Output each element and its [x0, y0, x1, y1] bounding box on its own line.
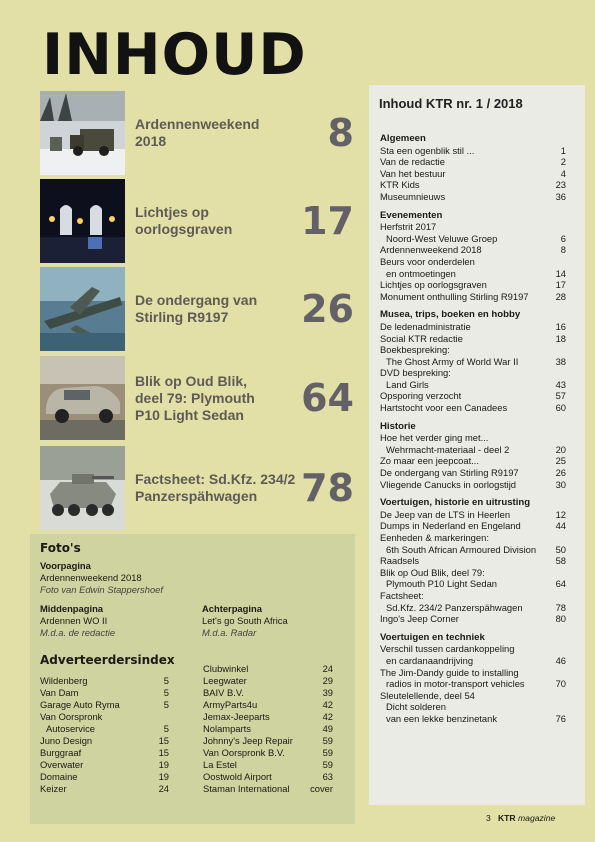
- feature-lichtjes[interactable]: [40, 179, 360, 263]
- advertiser-page: 49: [322, 723, 333, 734]
- toc-entry[interactable]: [380, 701, 566, 713]
- toc-entry[interactable]: [380, 432, 566, 444]
- toc-section: [380, 133, 566, 203]
- toc-entry-page: 14: [555, 267, 566, 279]
- feature-title: Blik op Oud Blik, deel 79: Plymouth P10 Light Sedan: [135, 372, 255, 423]
- toc-entry-page: 8: [560, 244, 566, 256]
- advertiser-name: Nolamparts: [203, 723, 251, 734]
- advertiser-entry[interactable]: [40, 747, 169, 759]
- advertiser-entry[interactable]: [203, 783, 333, 795]
- advertiser-entry[interactable]: [40, 735, 169, 747]
- toc-entry-title: Sleutelellende, deel 54: [380, 689, 475, 701]
- advertiser-page: 59: [322, 759, 333, 770]
- toc-entry[interactable]: [380, 643, 566, 655]
- advertiser-page: 59: [322, 735, 333, 746]
- advertiser-entry[interactable]: [203, 699, 333, 711]
- advertiser-name: Oostwold Airport: [203, 771, 272, 782]
- toc-entry-page: 76: [555, 712, 566, 724]
- toc-entry-page: 46: [555, 654, 566, 666]
- toc-entry-title: Hartstocht voor een Canadees: [380, 402, 508, 414]
- advertiser-entry[interactable]: [40, 723, 169, 735]
- advertiser-name: Burggraaf: [40, 747, 82, 758]
- toc-entry[interactable]: [380, 379, 566, 391]
- winter-convoy-photo: [40, 91, 125, 175]
- toc-entry-title: 6th South African Armoured Division: [386, 543, 537, 555]
- credit-source: Foto van Edwin Stappershoef: [40, 584, 163, 595]
- advertiser-name: Autoservice: [46, 723, 95, 734]
- toc-entry-page: 20: [555, 443, 566, 455]
- toc-section-heading: Voertuigen en techniek: [380, 631, 485, 643]
- feature-stirling[interactable]: [40, 267, 360, 351]
- toc-entry-page: 30: [555, 478, 566, 490]
- toc-entry-title: Plymouth P10 Light Sedan: [386, 578, 498, 590]
- toc-entry[interactable]: [380, 713, 566, 725]
- advertiser-page: 59: [322, 747, 333, 758]
- toc-entry-title: Verschil tussen cardankoppeling: [380, 643, 515, 655]
- advertiser-name: Staman International: [203, 783, 290, 794]
- toc-entry-title: DVD bespreking:: [380, 367, 451, 379]
- advertiser-page: 19: [158, 759, 169, 770]
- toc-entry[interactable]: [380, 145, 566, 157]
- toc-section: [380, 210, 566, 303]
- toc-entry-page: 18: [555, 332, 566, 344]
- toc-entry-title: Vliegende Canucks in oorlogstijd: [380, 478, 517, 490]
- toc-entry-title: De ledenadministratie: [380, 320, 471, 332]
- toc-entry[interactable]: [380, 555, 566, 567]
- toc-entry-page: 78: [555, 601, 566, 613]
- toc-entry[interactable]: [380, 655, 566, 667]
- advertiser-entry[interactable]: [40, 771, 169, 783]
- toc-entry[interactable]: [380, 356, 566, 368]
- toc-entry-title: Ingo's Jeep Corner: [380, 613, 459, 625]
- toc-entry-title: Raadsels: [380, 555, 420, 567]
- toc-entry-page: 38: [555, 355, 566, 367]
- advertiser-name: Van Oorspronk: [40, 711, 103, 722]
- brand-word: magazine: [518, 813, 556, 823]
- toc-entry-page: 50: [555, 543, 566, 555]
- advertiser-entry[interactable]: [40, 759, 169, 771]
- toc-entry[interactable]: [380, 520, 566, 532]
- toc-entry[interactable]: [380, 690, 566, 702]
- advertiser-page: 15: [158, 747, 169, 758]
- toc-entry-title: Opsporing verzocht: [380, 390, 462, 402]
- toc-entry-title: van een lekke benzinetank: [386, 712, 498, 724]
- toc-entry[interactable]: [380, 667, 566, 679]
- toc-entry-title: Herfstrit 2017: [380, 221, 437, 233]
- advertisers-column-2: [203, 663, 333, 795]
- toc-entry-title: KTR Kids: [380, 179, 420, 191]
- toc-entry-page: 44: [555, 520, 566, 532]
- toc-section: [380, 497, 566, 625]
- credit-heading: Voorpagina: [40, 560, 91, 571]
- toc-entry-page: 57: [555, 390, 566, 402]
- advertiser-page: cover: [310, 783, 333, 794]
- toc-entry-title: Factsheet:: [380, 589, 424, 601]
- advertiser-name: Overwater: [40, 759, 84, 770]
- toc-entry[interactable]: [380, 321, 566, 333]
- advertiser-entry[interactable]: [203, 675, 333, 687]
- advertiser-entry[interactable]: [203, 759, 333, 771]
- advertiser-entry[interactable]: [203, 771, 333, 783]
- toc-entry-page: 17: [555, 279, 566, 291]
- candles-graves-photo: [40, 179, 125, 263]
- toc-entry[interactable]: [380, 191, 566, 203]
- toc-entry-page: 64: [555, 578, 566, 590]
- toc-entry[interactable]: [380, 479, 566, 491]
- toc-title: Inhoud KTR nr. 1 / 2018: [379, 96, 523, 111]
- advertiser-page: 24: [158, 783, 169, 794]
- toc-entry-page: 70: [555, 678, 566, 690]
- advertiser-entry[interactable]: [40, 711, 169, 723]
- toc-entry[interactable]: [380, 256, 566, 268]
- toc-entry-page: 60: [555, 402, 566, 414]
- advertiser-name: Wildenberg: [40, 675, 88, 686]
- toc-entry-title: radios in motor-transport vehicles: [386, 678, 525, 690]
- feature-page-number: 64: [301, 376, 354, 420]
- toc-entry-title: Lichtjes op oorlogsgraven: [380, 279, 487, 291]
- toc-entry-title: The Ghost Army of World War II: [386, 355, 519, 367]
- advertiser-entry[interactable]: [203, 747, 333, 759]
- toc-entry-page: 25: [555, 455, 566, 467]
- plymouth-car-photo: [40, 356, 125, 440]
- toc-entry[interactable]: [380, 268, 566, 280]
- toc-section: [380, 632, 566, 725]
- toc-entry-title: De ondergang van Stirling R9197: [380, 467, 519, 479]
- toc-entry[interactable]: [380, 590, 566, 602]
- toc-entry-title: The Jim-Dandy guide to installing: [380, 666, 519, 678]
- advertiser-page: 5: [163, 687, 169, 698]
- toc-entry-page: 6: [560, 232, 566, 244]
- credit-source: M.d.a. Radar: [202, 627, 257, 638]
- toc-entry-page: 26: [555, 467, 566, 479]
- photo-credit-voorpagina: [40, 560, 163, 596]
- advertiser-page: 42: [322, 711, 333, 722]
- toc-entry-title: en ontmoetingen: [386, 267, 456, 279]
- toc-entry-page: 12: [555, 508, 566, 520]
- toc-entry[interactable]: [380, 156, 566, 168]
- advertiser-name: Van Oorspronk B.V.: [203, 747, 285, 758]
- toc-entry-page: 1: [560, 144, 566, 156]
- page-footer: [486, 813, 555, 823]
- toc-entry[interactable]: [380, 602, 566, 614]
- toc-entry-title: Boekbespreking:: [380, 344, 450, 356]
- toc-entry[interactable]: [380, 567, 566, 579]
- advertiser-page: 15: [158, 735, 169, 746]
- advertisers-title: Adverteerdersindex: [40, 653, 175, 667]
- feature-title: De ondergang van Stirling R9197: [135, 292, 258, 325]
- toc-entry[interactable]: [380, 444, 566, 456]
- advertiser-entry[interactable]: [203, 687, 333, 699]
- toc-entry-title: Eenheden & markeringen:: [380, 532, 489, 543]
- toc-entry-title: Sta een ogenblik stil ...: [380, 144, 475, 156]
- toc-entry[interactable]: [380, 390, 566, 402]
- toc-entry-title: Social KTR redactie: [380, 332, 463, 344]
- credit-heading: Achterpagina: [202, 603, 262, 614]
- toc-entry-title: Blik op Oud Blik, deel 79:: [380, 566, 485, 578]
- feature-page-number: 8: [327, 111, 354, 155]
- toc-entry[interactable]: [380, 221, 566, 233]
- toc-entry-title: Monument onthulling Stirling R9197: [380, 290, 529, 302]
- toc-entry-page: 43: [555, 378, 566, 390]
- toc-entry-page: 2: [560, 156, 566, 168]
- feature-ardennenweekend[interactable]: [40, 91, 360, 175]
- toc-entry[interactable]: [380, 233, 566, 245]
- advertiser-name: Jemax-Jeeparts: [203, 711, 270, 722]
- advertiser-name: Clubwinkel: [203, 663, 249, 674]
- brand-name: KTR: [497, 813, 516, 823]
- toc-entry-title: De Jeep van de LTS in Heerlen: [380, 508, 511, 520]
- advertiser-name: La Estel: [203, 759, 237, 770]
- feature-page-number: 26: [301, 287, 354, 331]
- toc-entry[interactable]: [380, 544, 566, 556]
- toc-list: [380, 133, 566, 732]
- feature-title: Factsheet: Sd.Kfz. 234/2 Panzerspähwagen: [135, 471, 296, 504]
- credit-heading: Middenpagina: [40, 603, 104, 614]
- feature-blik-op-oud-blik[interactable]: [40, 356, 360, 440]
- toc-entry-title: Van het bestuur: [380, 167, 446, 179]
- toc-section-heading: Evenementen: [380, 209, 443, 221]
- toc-entry-page: 36: [555, 190, 566, 202]
- toc-section-heading: Voertuigen, historie en uitrusting: [380, 497, 531, 509]
- feature-factsheet[interactable]: [40, 446, 360, 530]
- toc-entry-page: 16: [555, 320, 566, 332]
- advertiser-name: BAIV B.V.: [203, 687, 244, 698]
- toc-section: [380, 421, 566, 491]
- toc-entry[interactable]: [380, 279, 566, 291]
- advertiser-name: Van Dam: [40, 687, 79, 698]
- advertiser-entry[interactable]: [40, 783, 169, 795]
- toc-section-heading: Algemeen: [380, 133, 426, 144]
- toc-entry[interactable]: [380, 467, 566, 479]
- toc-entry-title: Ardennenweekend 2018: [380, 244, 482, 256]
- advertiser-name: Domaine: [40, 771, 78, 782]
- toc-entry[interactable]: [380, 244, 566, 256]
- armored-car-photo: [40, 446, 125, 530]
- toc-entry-title: Museumnieuws: [380, 190, 446, 202]
- toc-entry-title: Van de redactie: [380, 156, 445, 168]
- toc-entry[interactable]: [380, 678, 566, 690]
- toc-entry[interactable]: [380, 344, 566, 356]
- advertiser-entry[interactable]: [203, 723, 333, 735]
- toc-entry[interactable]: [380, 402, 566, 414]
- advertiser-entry[interactable]: [40, 687, 169, 699]
- toc-entry[interactable]: [380, 291, 566, 303]
- advertiser-page: 39: [322, 687, 333, 698]
- toc-entry[interactable]: [380, 179, 566, 191]
- advertiser-entry[interactable]: [40, 699, 169, 711]
- advertiser-page: 5: [163, 723, 169, 734]
- advertiser-page: 19: [158, 771, 169, 782]
- toc-entry[interactable]: [380, 367, 566, 379]
- toc-entry-title: Sd.Kfz. 234/2 Panzerspähwagen: [386, 601, 523, 613]
- toc-entry[interactable]: [380, 333, 566, 345]
- toc-entry-title: Wehrmacht-materiaal - deel 2: [386, 443, 510, 455]
- toc-section-heading: Historie: [380, 420, 416, 432]
- toc-entry-title: Hoe het verder ging met...: [380, 432, 489, 444]
- advertiser-name: Johnny's Jeep Repair: [203, 735, 293, 746]
- page-title: INHOUD: [42, 22, 307, 88]
- page-number: 3: [486, 813, 491, 823]
- toc-entry[interactable]: [380, 168, 566, 180]
- toc-entry-title: en cardanaandrijving: [386, 654, 474, 666]
- photos-title: Foto's: [40, 541, 81, 555]
- toc-entry[interactable]: [380, 532, 566, 544]
- toc-entry-page: 80: [555, 613, 566, 625]
- toc-entry[interactable]: [380, 455, 566, 467]
- toc-entry-page: 4: [560, 167, 566, 179]
- feature-page-number: 78: [301, 466, 354, 510]
- advertisers-column-1: [40, 675, 169, 795]
- advertiser-page: 24: [322, 663, 333, 674]
- advertiser-page: 42: [322, 699, 333, 710]
- advertiser-name: Juno Design: [40, 735, 93, 746]
- advertiser-name: Garage Auto Ryma: [40, 699, 120, 710]
- toc-entry-title: Beurs voor onderdelen: [380, 255, 475, 267]
- toc-entry-title: Dicht solderen: [386, 701, 446, 713]
- toc-entry-title: Land Girls: [386, 378, 429, 390]
- toc-entry-page: 23: [555, 179, 566, 191]
- credit-subject: Ardennen WO II: [40, 615, 108, 626]
- toc-entry-page: 28: [555, 290, 566, 302]
- toc-section: [380, 309, 566, 413]
- advertiser-name: ArmyParts4u: [203, 699, 258, 710]
- toc-entry-title: Noord-West Veluwe Groep: [386, 232, 498, 244]
- credit-subject: Let's go South Africa: [202, 615, 288, 626]
- credit-subject: Ardennenweekend 2018: [40, 572, 142, 583]
- toc-entry[interactable]: [380, 613, 566, 625]
- advertiser-page: 5: [163, 675, 169, 686]
- toc-entry[interactable]: [380, 578, 566, 590]
- advertiser-name: Leegwater: [203, 675, 247, 686]
- advertiser-entry[interactable]: [203, 663, 333, 675]
- advertiser-page: 63: [322, 771, 333, 782]
- advertiser-page: 29: [322, 675, 333, 686]
- toc-entry-page: 58: [555, 555, 566, 567]
- toc-entry-title: Dumps in Nederland en Engeland: [380, 520, 521, 532]
- toc-section-heading: Musea, trips, boeken en hobby: [380, 309, 521, 321]
- advertiser-entry[interactable]: [203, 711, 333, 723]
- stirling-bomber-photo: [40, 267, 125, 351]
- credit-source: M.d.a. de redactie: [40, 627, 116, 638]
- advertiser-name: Keizer: [40, 783, 67, 794]
- advertiser-page: 5: [163, 699, 169, 710]
- advertiser-entry[interactable]: [203, 735, 333, 747]
- toc-entry[interactable]: [380, 509, 566, 521]
- feature-page-number: 17: [301, 199, 354, 243]
- feature-title: Lichtjes op oorlogsgraven: [135, 204, 233, 237]
- advertiser-entry[interactable]: [40, 675, 169, 687]
- toc-entry-title: Zo maar een jeepcoat...: [380, 455, 480, 467]
- photo-credit-achterpagina: [202, 603, 288, 639]
- feature-title: Ardennenweekend 2018: [135, 116, 260, 149]
- photo-credit-middenpagina: [40, 603, 115, 639]
